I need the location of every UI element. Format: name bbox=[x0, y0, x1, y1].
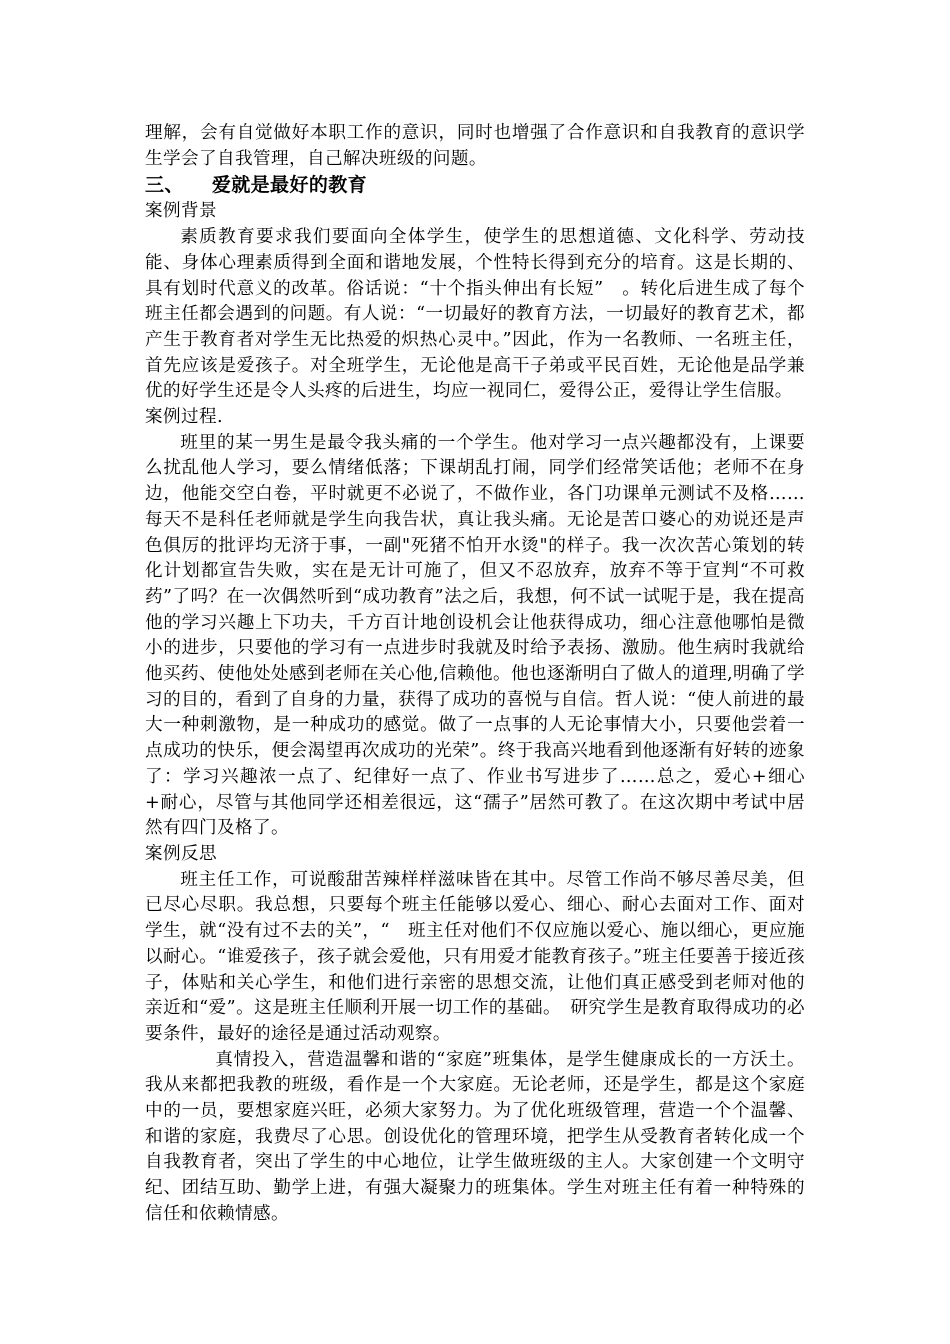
document-body bbox=[145, 121, 805, 1228]
background-label: 案例背景 bbox=[145, 201, 217, 222]
reflection-label: 案例反思 bbox=[145, 843, 217, 864]
process-paragraph: 班里的某一男生是最令我头痛的一个学生。他对学习一点兴趣都没有，上课要么扰乱他人学习，要么情绪低落；下课胡乱打闹，同学们经常笑话他；老师不在身边，他能交空白卷，平时就更不必说了，不做作业，各门功课单元测试不及格……每天不是科任老师就是学生向我告状，真让我头痛。无论是苦口婆心的劝说还是声色俱厉的批评均无济于事，一副"死猪不怕开水烫"的样子。我一次次苦心策划的转化计划都宣告失败，实在是无计可施了，但又不忍放弃，放弃不等于宣判“不可救药”了吗？在一次偶然听到“成功教育”法之后，我想，何不试一试呢于是，我在提高他的学习兴趣上下功夫，千方百计地创设机会让他获得成功，细心注意他哪怕是微小的进步，只要他的学习有一点进步时我就及时给予表扬、激励。他生病时我就给他买药、使他处处感到老师在关心他,信赖他。他也逐渐明白了做人的道理,明确了学习的目的，看到了自身的力量，获得了成功的喜悦与自信。哲人说：“使人前进的最大一种刺激物，是一种成功的感觉。做了一点事的人无论事情大小，只要他尝着一点成功的快乐，便会渴望再次成功的光荣”。终于我高兴地看到他逐渐有好转的迹象了：学习兴趣浓一点了、纪律好一点了、作业书写进步了……总之，爱心+细心+耐心，尽管与其他同学还相差很远，这“孺子”居然可教了。在这次期中考试中居然有四门及格了。 bbox=[145, 432, 805, 839]
process-label: 案例过程. bbox=[145, 407, 223, 428]
reflection-paragraph: 班主任工作，可说酸甜苦辣样样滋味皆在其中。尽管工作尚不够尽善尽美，但已尽心尽职。我总想，只要每个班主任能够以爱心、细心、耐心去面对工作、面对学生，就“没有过不去的关”，“ 班主任对他们不仅应施以爱心、施以细心，更应施以耐心。“谁爱孩子，孩子就会爱他，只有用爱才能教育孩子。”班主任要善于接近孩子，体贴和关心学生，和他们进行亲密的思想交流，让他们真正感受到老师对他的亲近和“爱”。这是班主任顺利开展一切工作的基础。 研究学生是教育取得成功的必要条件，最好的途径是通过活动观察。 bbox=[145, 869, 805, 1044]
section-title: 三、 爱就是最好的教育 bbox=[145, 174, 368, 197]
family-paragraph: 真情投入，营造温馨和谐的“家庭”班集体，是学生健康成长的一方沃土。我从来都把我教的班级，看作是一个大家庭。无论老师，还是学生，都是这个家庭中的一员，要想家庭兴旺，必须大家努力。为了优化班级管理，营造一个个温馨、和谐的家庭，我费尽了心思。创设优化的管理环境，把学生从受教育者转化成一个自我教育者，突出了学生的中心地位，让学生做班级的主人。大家创建一个文明守纪、团结互助、勤学上进，有强大凝聚力的班集体。学生对班主任有着一种特殊的信任和依赖情感。 bbox=[145, 1049, 805, 1224]
background-paragraph: 素质教育要求我们要面向全体学生，使学生的思想道德、文化科学、劳动技能、身体心理素质得到全面和谐地发展，个性特长得到充分的培育。这是长期的、具有划时代意义的改革。俗话说：“十个指头伸出有长短” 。转化后进生成了每个班主任都会遇到的问题。有人说：“一切最好的教育方法，一切最好的教育艺术，都产生于教育者对学生无比热爱的炽热心灵中。”因此，作为一名教师、一名班主任，首先应该是爱孩子。对全班学生，无论他是高干子弟或平民百姓，无论他是品学兼优的好学生还是令人头疼的后进生，均应一视同仁，爱得公正，爱得让学生信服。 bbox=[145, 227, 805, 402]
intro-paragraph: 理解，会有自觉做好本职工作的意识，同时也增强了合作意识和自我教育的意识学生学会了自我管理，自己解决班级的问题。 bbox=[145, 123, 805, 169]
